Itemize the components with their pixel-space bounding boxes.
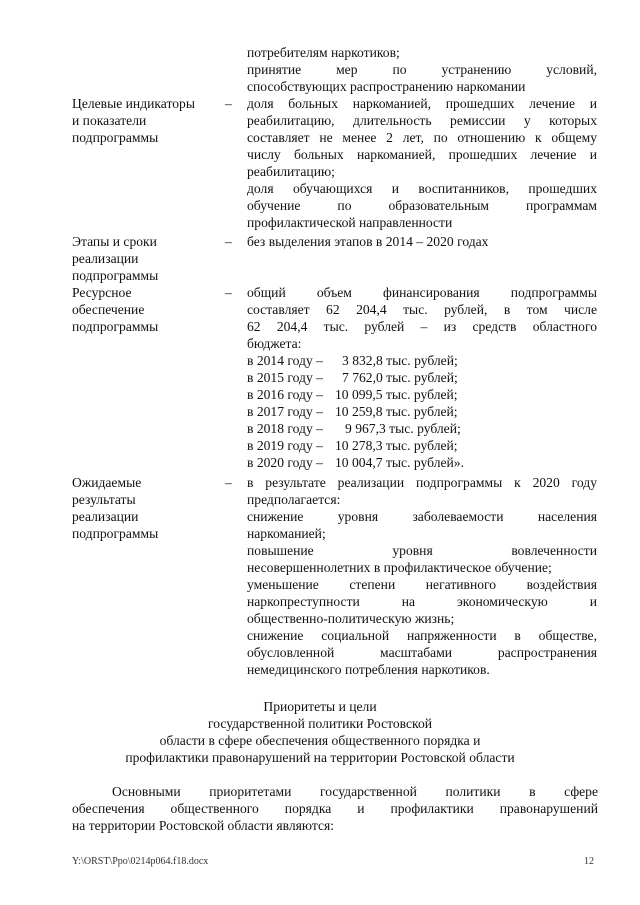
row-label-results: результаты — [72, 492, 136, 507]
funding-year: в 2016 году – — [247, 387, 323, 402]
funding-text: составляет 62 204,4 тыс. рублей, в том числе — [247, 302, 597, 317]
funding-amount: 10 099,5 тыс. рублей; — [335, 387, 458, 402]
results-text: снижение социальной напряженности в обществе, — [247, 628, 597, 643]
funding-year: в 2015 году – — [247, 370, 323, 385]
indicators-text: реабилитацию; — [247, 164, 335, 179]
funding-year: в 2014 году – — [247, 353, 323, 368]
body-paragraph: Основными приоритетами государственной политики в сфере — [112, 784, 598, 799]
row-label-results: реализации — [72, 509, 139, 524]
body-paragraph: обеспечения общественного порядка и профилактики правонарушений — [72, 801, 598, 816]
indicators-text: составляет не менее 2 лет, по отношению к общему — [247, 130, 597, 145]
funding-text: 62 204,4 тыс. рублей – из средств областного — [247, 319, 597, 334]
funding-amount: 3 832,8 тыс. рублей; — [342, 353, 458, 368]
continuation-line: потребителям наркотиков; — [247, 45, 400, 60]
funding-amount: 10 278,3 тыс. рублей; — [335, 438, 458, 453]
row-label-funding: подпрограммы — [72, 319, 159, 334]
results-text: повышение уровня вовлеченности — [247, 543, 597, 558]
funding-year: в 2020 году – — [247, 455, 323, 470]
results-text: наркоманией; — [247, 526, 326, 541]
footer-file-path: Y:\ORST\Ppo\0214p064.f18.docx — [72, 856, 209, 867]
funding-year: в 2018 году – — [247, 421, 323, 436]
indicators-text: обучение по образовательным программам — [247, 198, 597, 213]
row-dash: – — [225, 475, 232, 490]
section-heading: Приоритеты и цели — [263, 699, 377, 714]
indicators-text: реабилитацию, длительность ремиссии у которых — [247, 113, 597, 128]
body-paragraph: на территории Ростовской области являются: — [72, 818, 335, 833]
row-dash: – — [225, 285, 232, 300]
results-text: несовершеннолетних в профилактическое обучение; — [247, 560, 552, 575]
row-label-indicators: и показатели — [72, 113, 147, 128]
row-label-stages: Этапы и сроки — [72, 234, 157, 249]
row-dash: – — [225, 234, 232, 249]
row-label-funding: обеспечение — [72, 302, 145, 317]
funding-text: бюджета: — [247, 336, 302, 351]
funding-year: в 2019 году – — [247, 438, 323, 453]
indicators-text: профилактической направленности — [247, 215, 453, 230]
section-heading: профилактики правонарушений на территории Ростовской области — [125, 750, 515, 765]
results-text: предполагается: — [247, 492, 341, 507]
continuation-line: способствующих распространению наркомании — [247, 79, 526, 94]
row-label-indicators: Целевые индикаторы — [72, 96, 195, 111]
section-heading: государственной политики Ростовской — [207, 716, 433, 731]
continuation-line: принятие мер по устранению условий, — [247, 62, 597, 77]
row-label-stages: подпрограммы — [72, 268, 159, 283]
results-text: обусловленной масштабами распространения — [247, 645, 597, 660]
page-number: 12 — [584, 856, 594, 867]
row-dash: – — [225, 96, 232, 111]
results-text: наркопреступности на экономическую и — [247, 594, 597, 609]
funding-text: общий объем финансирования подпрограммы — [247, 285, 597, 300]
row-label-stages: реализации — [72, 251, 139, 266]
indicators-text: числу больных наркоманией, прошедших лечение и — [247, 147, 597, 162]
section-heading: области в сфере обеспечения общественного порядка и — [159, 733, 481, 748]
indicators-text: доля обучающихся и воспитанников, прошедших — [247, 181, 597, 196]
funding-amount: 7 762,0 тыс. рублей; — [342, 370, 458, 385]
row-label-indicators: подпрограммы — [72, 130, 159, 145]
funding-year: в 2017 году – — [247, 404, 323, 419]
funding-amount: 10 259,8 тыс. рублей; — [335, 404, 458, 419]
funding-amount: 9 967,3 тыс. рублей; — [345, 421, 461, 436]
stages-text: без выделения этапов в 2014 – 2020 годах — [247, 234, 489, 249]
row-label-results: подпрограммы — [72, 526, 159, 541]
indicators-text: доля больных наркоманией, прошедших лечение и — [247, 96, 597, 111]
row-label-results: Ожидаемые — [72, 475, 142, 490]
results-text: уменьшение степени негативного воздействия — [247, 577, 597, 592]
results-text: в результате реализации подпрограммы к 2020 году — [247, 475, 597, 490]
results-text: общественно-политическую жизнь; — [247, 611, 455, 626]
results-text: немедицинского потребления наркотиков. — [247, 662, 490, 677]
results-text: снижение уровня заболеваемости населения — [247, 509, 597, 524]
funding-amount: 10 004,7 тыс. рублей». — [335, 455, 464, 470]
row-label-funding: Ресурсное — [72, 285, 132, 300]
